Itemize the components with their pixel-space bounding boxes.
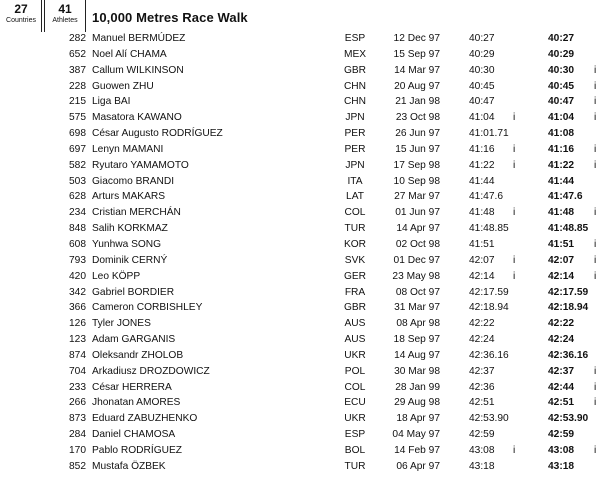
- athlete-name: Cameron CORBISHLEY: [92, 302, 203, 314]
- date-of-birth: 18 Apr 97: [396, 413, 440, 425]
- pb-indoor-flag: i: [513, 444, 516, 456]
- personal-best: 42:59: [469, 429, 495, 441]
- season-best: 43:08: [548, 444, 575, 456]
- divider-line: [44, 0, 45, 32]
- bib-number: 652: [69, 48, 86, 60]
- pb-indoor-flag: i: [513, 207, 516, 219]
- season-best: 42:59: [548, 429, 575, 441]
- sb-indoor-flag: i: [594, 381, 597, 393]
- bib-number: 233: [69, 381, 86, 393]
- athlete-name: Liga BAI: [92, 96, 131, 108]
- season-best: 41:44: [548, 175, 575, 187]
- date-of-birth: 21 Jan 98: [395, 96, 440, 108]
- athlete-row: [0, 348, 603, 364]
- country-code: LAT: [346, 191, 364, 203]
- personal-best: 42:17.59: [469, 286, 509, 298]
- date-of-birth: 26 Jun 97: [395, 128, 440, 140]
- personal-best: 41:01.71: [469, 128, 509, 140]
- bib-number: 228: [69, 80, 86, 92]
- date-of-birth: 20 Aug 97: [394, 80, 440, 92]
- date-of-birth: 17 Sep 98: [393, 159, 440, 171]
- personal-best: 41:44: [469, 175, 495, 187]
- country-code: ESP: [344, 33, 366, 44]
- country-code: SVK: [344, 254, 366, 266]
- personal-best: 42:24: [469, 334, 495, 346]
- date-of-birth: 15 Sep 97: [393, 48, 440, 60]
- sb-indoor-flag: i: [594, 444, 597, 456]
- athlete-row: [0, 174, 603, 190]
- athlete-name: Guowen ZHU: [92, 80, 154, 92]
- athlete-row: [0, 126, 603, 142]
- season-best: 42:51: [548, 397, 575, 409]
- season-best: 41:22: [548, 159, 575, 171]
- date-of-birth: 10 Sep 98: [393, 175, 440, 187]
- athlete-name: Arkadiusz DROZDOWICZ: [92, 365, 210, 377]
- pb-indoor-flag: i: [513, 270, 516, 282]
- country-code: AUS: [344, 318, 366, 330]
- athlete-row: [0, 332, 603, 348]
- bib-number: 215: [69, 96, 86, 108]
- season-best: 40:29: [548, 48, 575, 60]
- personal-best: 42:22: [469, 318, 495, 330]
- personal-best: 40:29: [469, 48, 495, 60]
- athlete-row: [0, 237, 603, 253]
- countries-label: Countries: [6, 17, 36, 24]
- country-code: GBR: [343, 64, 367, 76]
- personal-best: 41:51: [469, 238, 495, 250]
- athlete-row: [0, 411, 603, 427]
- bib-number: 582: [69, 159, 86, 171]
- personal-best: 40:47: [469, 96, 495, 108]
- bib-number: 234: [69, 207, 86, 219]
- date-of-birth: 01 Jun 97: [395, 207, 440, 219]
- entry-list: [0, 31, 603, 475]
- date-of-birth: 23 Oct 98: [395, 112, 440, 124]
- entry-list-header: [0, 0, 603, 32]
- bib-number: 628: [69, 191, 86, 203]
- season-best: 42:22: [548, 318, 575, 330]
- personal-best: 41:48: [469, 207, 495, 219]
- pb-indoor-flag: i: [513, 143, 516, 155]
- personal-best: 42:18.94: [469, 302, 509, 314]
- sb-indoor-flag: i: [594, 112, 597, 124]
- personal-best: 42:51: [469, 397, 495, 409]
- country-code: GER: [343, 270, 367, 282]
- season-best: 41:08: [548, 128, 575, 140]
- athlete-name: Eduard ZABUZHENKO: [92, 413, 198, 425]
- athlete-name: Noel Alí CHAMA: [92, 48, 167, 60]
- athlete-row: [0, 158, 603, 174]
- athlete-row: [0, 47, 603, 63]
- sb-indoor-flag: i: [594, 270, 597, 282]
- athlete-name: Masatora KAWANO: [92, 112, 182, 124]
- date-of-birth: 02 Oct 98: [395, 238, 440, 250]
- date-of-birth: 12 Dec 97: [393, 33, 440, 44]
- athlete-row: [0, 427, 603, 443]
- bib-number: 852: [69, 460, 86, 472]
- season-best: 40:27: [548, 33, 575, 44]
- season-best: 42:17.59: [548, 286, 589, 298]
- athlete-row: [0, 380, 603, 396]
- personal-best: 42:36.16: [469, 349, 509, 361]
- athlete-name: Mustafa ÖZBEK: [92, 460, 166, 472]
- country-code: MEX: [343, 48, 367, 60]
- athlete-name: César HERRERA: [92, 381, 172, 393]
- sb-indoor-flag: i: [594, 64, 597, 76]
- athlete-name: Salih KORKMAZ: [92, 223, 168, 235]
- country-code: TUR: [344, 223, 366, 235]
- athlete-row: [0, 31, 603, 47]
- athlete-name: Ryutaro YAMAMOTO: [92, 159, 189, 171]
- country-code: ITA: [347, 175, 363, 187]
- sb-indoor-flag: i: [594, 159, 597, 171]
- country-code: BOL: [344, 444, 366, 456]
- athlete-row: [0, 395, 603, 411]
- personal-best: 42:07: [469, 254, 495, 266]
- athlete-name: Lenyn MAMANI: [92, 143, 164, 155]
- athlete-name: Dominik CERNÝ: [92, 254, 168, 266]
- athlete-name: Cristian MERCHÁN: [92, 207, 181, 219]
- date-of-birth: 01 Dec 97: [393, 254, 440, 266]
- date-of-birth: 27 Mar 97: [394, 191, 440, 203]
- date-of-birth: 18 Sep 97: [393, 334, 440, 346]
- season-best: 41:48: [548, 207, 575, 219]
- athlete-name: Arturs MAKARS: [92, 191, 166, 203]
- country-code: UKR: [344, 413, 366, 425]
- athlete-row: [0, 364, 603, 380]
- personal-best: 41:16: [469, 143, 495, 155]
- athlete-name: Oleksandr ZHOLOB: [92, 349, 184, 361]
- athletes-count: 41: [58, 2, 72, 16]
- personal-best: 42:14: [469, 270, 495, 282]
- season-best: 42:44: [548, 381, 575, 393]
- athlete-row: [0, 205, 603, 221]
- athlete-name: Daniel CHAMOSA: [92, 429, 176, 441]
- athlete-row: [0, 94, 603, 110]
- athlete-row: [0, 459, 603, 475]
- bib-number: 282: [69, 33, 86, 44]
- bib-number: 848: [69, 223, 86, 235]
- bib-number: 608: [69, 238, 86, 250]
- athlete-row: [0, 285, 603, 301]
- personal-best: 40:45: [469, 80, 495, 92]
- bib-number: 697: [69, 143, 86, 155]
- athlete-name: Pablo RODRÍGUEZ: [92, 444, 183, 456]
- date-of-birth: 08 Oct 97: [395, 286, 440, 298]
- personal-best: 43:18: [469, 460, 495, 472]
- date-of-birth: 14 Mar 97: [394, 64, 440, 76]
- date-of-birth: 23 May 98: [392, 270, 440, 282]
- athlete-row: [0, 300, 603, 316]
- country-code: PER: [344, 143, 366, 155]
- country-code: COL: [344, 381, 366, 393]
- athlete-row: [0, 79, 603, 95]
- bib-number: 793: [69, 254, 86, 266]
- country-code: JPN: [345, 159, 365, 171]
- athletes-label: Athletes: [52, 17, 78, 24]
- date-of-birth: 14 Feb 97: [394, 444, 440, 456]
- athlete-row: [0, 110, 603, 126]
- personal-best: 41:47.6: [469, 191, 503, 203]
- athlete-name: Callum WILKINSON: [92, 64, 184, 76]
- athlete-name: Leo KÖPP: [92, 270, 141, 282]
- bib-number: 126: [69, 318, 86, 330]
- bib-number: 704: [69, 365, 86, 377]
- bib-number: 284: [69, 429, 86, 441]
- athlete-row: [0, 253, 603, 269]
- bib-number: 503: [69, 175, 86, 187]
- athletes-stat: [46, 3, 84, 25]
- season-best: 40:30: [548, 64, 575, 76]
- country-code: PER: [344, 128, 366, 140]
- season-best: 41:51: [548, 238, 575, 250]
- pb-indoor-flag: i: [513, 159, 516, 171]
- season-best: 43:18: [548, 460, 575, 472]
- bib-number: 342: [69, 286, 86, 298]
- sb-indoor-flag: i: [594, 143, 597, 155]
- season-best: 42:37: [548, 365, 575, 377]
- country-code: FRA: [344, 286, 366, 298]
- countries-count: 27: [14, 2, 28, 16]
- country-code: AUS: [344, 334, 366, 346]
- date-of-birth: 06 Apr 97: [396, 460, 440, 472]
- country-code: TUR: [344, 460, 366, 472]
- season-best: 40:47: [548, 96, 575, 108]
- country-code: COL: [344, 207, 366, 219]
- bib-number: 123: [69, 334, 86, 346]
- bib-number: 698: [69, 128, 86, 140]
- athlete-name: Gabriel BORDIER: [92, 286, 175, 298]
- bib-number: 874: [69, 349, 86, 361]
- personal-best: 40:27: [469, 33, 495, 44]
- event-title: 10,000 Metres Race Walk: [92, 10, 248, 25]
- date-of-birth: 14 Aug 97: [394, 349, 440, 361]
- personal-best: 41:22: [469, 159, 495, 171]
- athlete-name: Manuel BERMÚDEZ: [92, 33, 186, 44]
- season-best: 41:47.6: [548, 191, 583, 203]
- date-of-birth: 28 Jan 99: [395, 381, 440, 393]
- country-code: CHN: [343, 80, 367, 92]
- bib-number: 366: [69, 302, 86, 314]
- athlete-row: [0, 443, 603, 459]
- bib-number: 266: [69, 397, 86, 409]
- date-of-birth: 29 Aug 98: [394, 397, 440, 409]
- personal-best: 42:53.90: [469, 413, 509, 425]
- season-best: 41:16: [548, 143, 575, 155]
- date-of-birth: 14 Apr 97: [396, 223, 440, 235]
- personal-best: 42:37: [469, 365, 495, 377]
- sb-indoor-flag: i: [594, 80, 597, 92]
- personal-best: 42:36: [469, 381, 495, 393]
- date-of-birth: 31 Mar 97: [394, 302, 440, 314]
- country-code: ESP: [344, 429, 366, 441]
- divider-line: [85, 0, 86, 32]
- pb-indoor-flag: i: [513, 112, 516, 124]
- bib-number: 387: [69, 64, 86, 76]
- season-best: 42:24: [548, 334, 575, 346]
- athlete-row: [0, 63, 603, 79]
- bib-number: 873: [69, 413, 86, 425]
- date-of-birth: 04 May 97: [392, 429, 440, 441]
- athlete-name: César Augusto RODRÍGUEZ: [92, 128, 223, 140]
- country-code: UKR: [344, 349, 366, 361]
- personal-best: 41:04: [469, 112, 495, 124]
- countries-stat: [2, 3, 40, 25]
- athlete-row: [0, 316, 603, 332]
- sb-indoor-flag: i: [594, 254, 597, 266]
- country-code: KOR: [343, 238, 367, 250]
- country-code: ECU: [344, 397, 366, 409]
- season-best: 42:07: [548, 254, 575, 266]
- country-code: GBR: [343, 302, 367, 314]
- bib-number: 575: [69, 112, 86, 124]
- bib-number: 420: [69, 270, 86, 282]
- season-best: 41:48.85: [548, 223, 589, 235]
- sb-indoor-flag: i: [594, 365, 597, 377]
- season-best: 40:45: [548, 80, 575, 92]
- sb-indoor-flag: i: [594, 207, 597, 219]
- personal-best: 43:08: [469, 444, 495, 456]
- date-of-birth: 08 Apr 98: [396, 318, 440, 330]
- season-best: 42:14: [548, 270, 575, 282]
- sb-indoor-flag: i: [594, 238, 597, 250]
- date-of-birth: 15 Jun 97: [395, 143, 440, 155]
- country-code: POL: [344, 365, 366, 377]
- date-of-birth: 30 Mar 98: [394, 365, 440, 377]
- athlete-name: Jhonatan AMORES: [92, 397, 181, 409]
- country-code: CHN: [343, 96, 367, 108]
- season-best: 42:36.16: [548, 349, 589, 361]
- athlete-row: [0, 221, 603, 237]
- athlete-name: Yunhwa SONG: [92, 238, 162, 250]
- sb-indoor-flag: i: [594, 397, 597, 409]
- personal-best: 41:48.85: [469, 223, 509, 235]
- athlete-name: Adam GARGANIS: [92, 334, 176, 346]
- athlete-name: Tyler JONES: [92, 318, 151, 330]
- athlete-row: [0, 189, 603, 205]
- athlete-row: [0, 269, 603, 285]
- athlete-name: Giacomo BRANDI: [92, 175, 175, 187]
- sb-indoor-flag: i: [594, 96, 597, 108]
- bib-number: 170: [69, 444, 86, 456]
- divider-line: [41, 0, 42, 32]
- season-best: 42:53.90: [548, 413, 589, 425]
- athlete-row: [0, 142, 603, 158]
- season-best: 42:18.94: [548, 302, 589, 314]
- personal-best: 40:30: [469, 64, 495, 76]
- season-best: 41:04: [548, 112, 575, 124]
- pb-indoor-flag: i: [513, 254, 516, 266]
- country-code: JPN: [345, 112, 365, 124]
